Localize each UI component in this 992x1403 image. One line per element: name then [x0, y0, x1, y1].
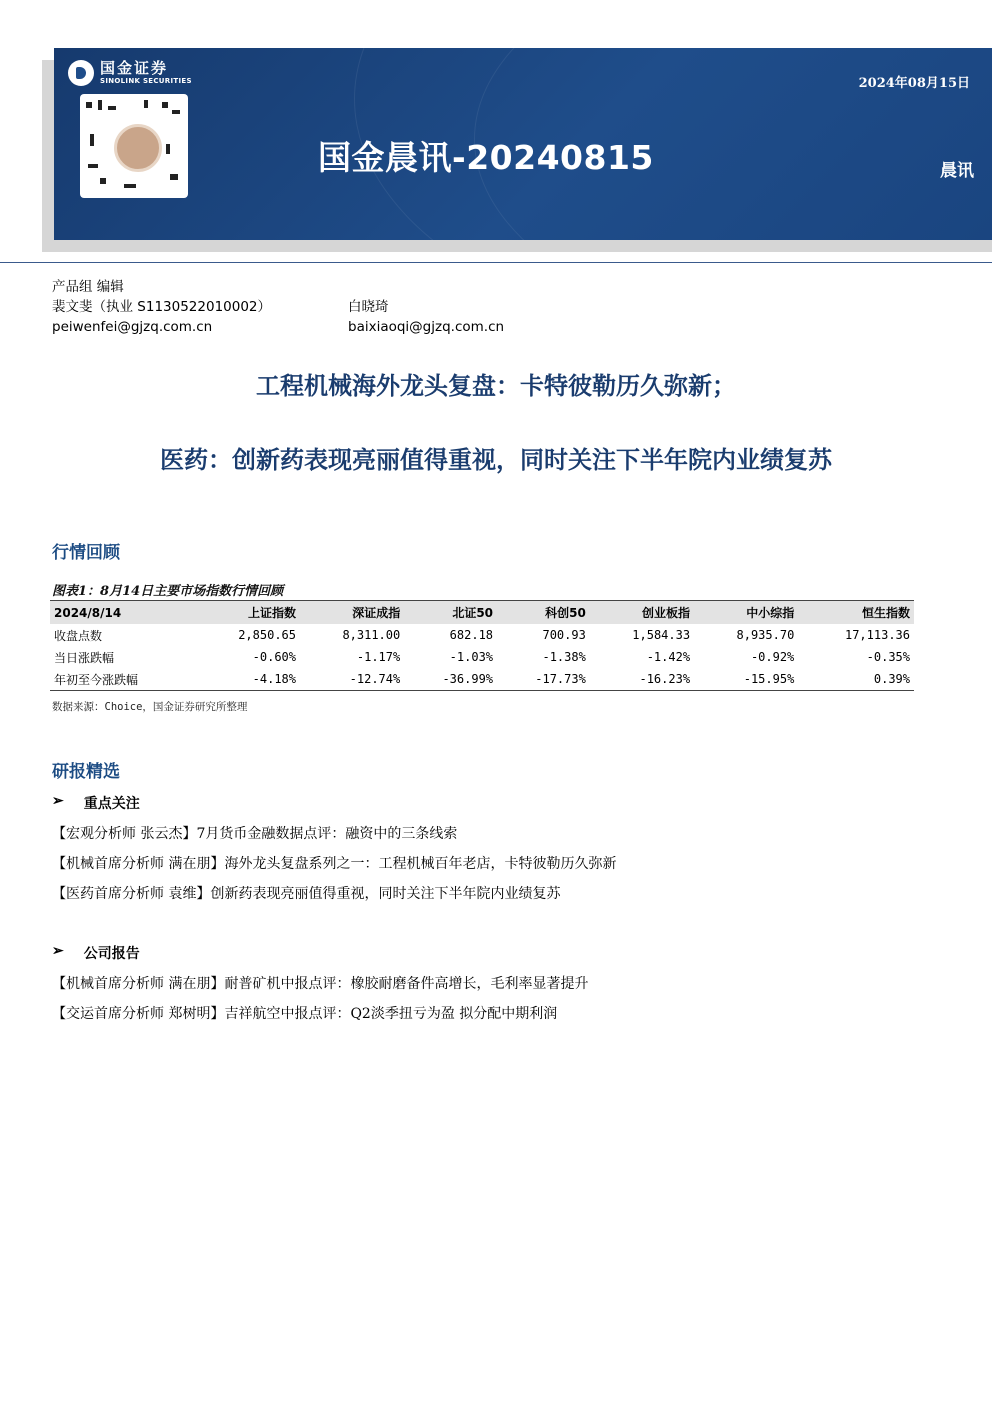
- table-cell: -12.74%: [300, 668, 404, 691]
- arrow-bullet-icon: ➢: [52, 793, 64, 809]
- report-item[interactable]: 【宏观分析师 张云杰】7月货币金融数据点评：融资中的三条线索: [52, 826, 458, 842]
- table-cell: 8,935.70: [736, 628, 795, 642]
- table-cell: 0.39%: [798, 668, 914, 691]
- company-logo: [68, 60, 192, 86]
- table-cell: 当日涨跌幅: [54, 650, 115, 665]
- report-item[interactable]: 【机械首席分析师 满在朋】海外龙头复盘系列之一：工程机械百年老店，卡特彼勒历久弥新: [52, 856, 617, 872]
- section-title-reports: 研报精选: [52, 762, 120, 782]
- table-cell: -15.95%: [694, 668, 798, 691]
- table-cell: -1.42%: [646, 650, 691, 664]
- table-cell: -0.60%: [252, 650, 296, 664]
- table-cell: -0.92%: [750, 650, 795, 664]
- subsection-title: 重点关注: [83, 796, 140, 812]
- table-header: 北证50: [404, 601, 497, 625]
- table-row: [50, 624, 914, 646]
- table-header: 中小综指: [694, 601, 798, 625]
- table-cell: 1,584.33: [632, 628, 691, 642]
- table-row: [50, 668, 914, 691]
- table-header-row: [50, 601, 914, 625]
- author-block: [52, 277, 504, 337]
- subsection-focus: [52, 793, 140, 813]
- table-cell: -1.03%: [449, 650, 494, 664]
- table-cell: 700.93: [542, 628, 586, 642]
- table-header: 科创50: [497, 601, 590, 625]
- arrow-bullet-icon: ➢: [52, 943, 64, 959]
- table-header: 创业板指: [590, 601, 694, 625]
- table-cell: -1.17%: [356, 650, 401, 664]
- subsection-company: [52, 943, 140, 963]
- logo-mark-icon: [68, 60, 94, 86]
- report-date: 2024年08月15日: [858, 76, 970, 91]
- qr-code-icon: [80, 94, 188, 198]
- table-cell: -4.18%: [196, 668, 300, 691]
- table-header: 2024/8/14: [50, 601, 196, 625]
- table-cell: 2,850.65: [238, 628, 296, 642]
- table-cell: -1.38%: [542, 650, 586, 664]
- author-2-email[interactable]: baixiaoqi@gjzq.com.cn: [348, 319, 505, 335]
- logo-name-cn: 国金证券: [100, 59, 169, 77]
- page-title: 国金晨讯-20240815: [318, 138, 654, 177]
- headline-2: 医药：创新药表现亮丽值得重视，同时关注下半年院内业绩复苏: [160, 446, 832, 474]
- report-item[interactable]: 【机械首席分析师 满在朋】耐普矿机中报点评：橡胶耐磨备件高增长，毛利率显著提升: [52, 976, 589, 992]
- report-item[interactable]: 【医药首席分析师 袁维】创新药表现亮丽值得重视，同时关注下半年院内业绩复苏: [52, 886, 561, 902]
- table-cell: 收盘点数: [54, 628, 103, 643]
- table-cell: 8,311.00: [342, 628, 401, 642]
- editor-group: 产品组 编辑: [52, 279, 124, 295]
- section-title-market: 行情回顾: [52, 543, 120, 563]
- table-cell: 682.18: [449, 628, 494, 642]
- author-1-email[interactable]: peiwenfei@gjzq.com.cn: [52, 319, 213, 335]
- figure-caption: 图表1：8月14日主要市场指数行情回顾: [52, 584, 284, 599]
- table-cell: 17,113.36: [844, 628, 910, 642]
- table-row: [50, 646, 914, 668]
- report-item[interactable]: 【交运首席分析师 郑树明】吉祥航空中报点评：Q2淡季扭亏为盈 拟分配中期利润: [52, 1006, 558, 1022]
- author-1-name: 裴文斐（执业 S1130522010002）: [52, 299, 272, 315]
- table-header: 上证指数: [196, 601, 300, 625]
- table-cell: 年初至今涨跌幅: [50, 668, 196, 691]
- header-divider: [0, 262, 992, 263]
- report-type-tag: 晨讯: [940, 161, 974, 181]
- table-cell: -36.99%: [404, 668, 497, 691]
- subsection-title: 公司报告: [83, 946, 140, 962]
- table-cell: -16.23%: [590, 668, 694, 691]
- logo-name-en: SINOLINK SECURITIES: [100, 77, 192, 85]
- data-source-note: 数据来源：Choice，国金证券研究所整理: [52, 701, 248, 713]
- headline-1: 工程机械海外龙头复盘：卡特彼勒历久弥新；: [256, 372, 736, 400]
- market-index-table: [50, 600, 914, 691]
- table-header: 恒生指数: [798, 601, 914, 625]
- table-cell: -0.35%: [866, 650, 910, 664]
- table-cell: -17.73%: [497, 668, 590, 691]
- table-header: 深证成指: [300, 601, 404, 625]
- author-2-name: 白晓琦: [348, 299, 389, 315]
